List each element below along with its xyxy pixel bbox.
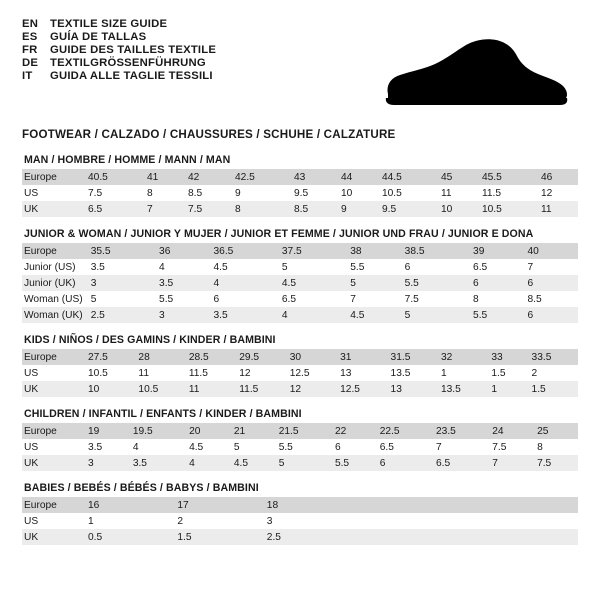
size-cell: 3.5: [210, 307, 278, 323]
size-cell: 1: [487, 381, 527, 397]
section-title: KIDS / NIÑOS / DES GAMINS / KINDER / BAMBINI: [24, 334, 276, 346]
row-label: Europe: [22, 169, 84, 185]
size-cell: 12.5: [336, 381, 386, 397]
size-section: [22, 471, 578, 545]
size-cell: 7: [143, 201, 184, 217]
section-title: CHILDREN / INFANTIL / ENFANTS / KINDER / BAMBINI: [24, 408, 302, 420]
size-cell: [417, 529, 449, 545]
table-row: [22, 349, 578, 365]
category-line: FOOTWEAR / CALZADO / CHAUSSURES / SCHUHE / CALZATURE: [22, 128, 396, 141]
size-cell: 44: [337, 169, 378, 185]
section-title: MAN / HOMBRE / HOMME / MANN / MAN: [24, 154, 231, 166]
size-cell: 6: [469, 275, 523, 291]
size-cell: 6.5: [84, 201, 143, 217]
row-label: US: [24, 515, 39, 527]
size-cell: 46: [537, 169, 578, 185]
size-table: [22, 349, 578, 397]
size-cell: 43: [290, 169, 337, 185]
table-row: [22, 423, 578, 439]
row-label: Europe: [22, 243, 87, 259]
size-cell: 5: [281, 261, 288, 273]
size-cell: 11.5: [235, 381, 285, 397]
size-cell: 3.5: [155, 275, 209, 291]
size-cell: 5.5: [350, 261, 365, 273]
size-cell: 6: [404, 261, 411, 273]
row-label: Europe: [22, 349, 84, 365]
size-cell: 4.5: [278, 275, 346, 291]
language-code: IT: [22, 70, 33, 82]
size-cell: 41: [143, 169, 184, 185]
size-cell: 3.5: [129, 455, 185, 471]
size-cell: 30: [286, 349, 336, 365]
size-cell: 9: [337, 201, 378, 217]
size-cell: 8: [537, 441, 543, 453]
size-cell: 16: [84, 497, 173, 513]
size-cell: 23.5: [432, 423, 488, 439]
size-cell: 6: [334, 441, 341, 453]
size-cell: 39: [469, 243, 523, 259]
size-cell: 7: [436, 441, 442, 453]
size-cell: [546, 497, 578, 513]
size-section: [22, 217, 578, 323]
size-cell: [481, 497, 513, 513]
size-cell: 8.5: [527, 293, 542, 305]
size-cell: 3.5: [88, 441, 103, 453]
language-code: FR: [22, 44, 38, 56]
size-cell: 11: [138, 367, 149, 379]
section-spacer: [22, 217, 578, 228]
section-spacer: [22, 141, 578, 154]
size-cell: 7: [527, 261, 534, 273]
size-cell: [352, 513, 384, 529]
row-label: UK: [22, 201, 84, 217]
size-cell: 5: [233, 441, 240, 453]
language-title: TEXTILGRÖSSENFÜHRUNG: [50, 57, 206, 69]
size-cell: 8.5: [187, 187, 203, 199]
size-cell: 7.5: [492, 441, 507, 453]
size-cell: 5: [346, 275, 400, 291]
size-cell: 4.5: [189, 441, 204, 453]
size-cell: 45.5: [478, 169, 537, 185]
size-cell: 5.5: [278, 441, 293, 453]
size-cell: 19.5: [129, 423, 185, 439]
size-cell: 6.5: [432, 455, 488, 471]
size-cell: 10.5: [134, 381, 184, 397]
size-cell: [513, 529, 545, 545]
section-spacer: [22, 471, 578, 482]
size-cell: [417, 497, 449, 513]
size-cell: 5: [401, 307, 469, 323]
table-row: [22, 497, 578, 513]
row-label: US: [24, 441, 39, 453]
size-cell: 31: [336, 349, 386, 365]
size-cell: [417, 513, 449, 529]
size-cell: 10: [84, 381, 134, 397]
size-section: [22, 397, 578, 471]
size-cell: 3: [84, 455, 129, 471]
size-cell: [449, 497, 481, 513]
size-cell: [546, 529, 578, 545]
size-cell: 7.5: [88, 187, 103, 199]
size-cell: 12: [239, 367, 251, 379]
size-cell: 18: [263, 497, 352, 513]
size-cell: 1: [440, 367, 447, 379]
size-cell: 28.5: [185, 349, 235, 365]
size-cell: 21.5: [275, 423, 331, 439]
table-row: [22, 513, 578, 529]
size-cell: 11: [440, 187, 452, 199]
size-cell: 13: [340, 367, 352, 379]
size-cell: 13.5: [437, 381, 487, 397]
language-code: EN: [22, 18, 39, 30]
size-cell: 42.5: [231, 169, 290, 185]
size-cell: 3: [266, 515, 273, 527]
size-cell: [481, 513, 513, 529]
size-cell: 20: [185, 423, 230, 439]
size-cell: 11.5: [481, 187, 502, 199]
size-cell: 7: [488, 455, 533, 471]
language-code: DE: [22, 57, 39, 69]
size-cell: 6: [213, 293, 220, 305]
page-header: [22, 18, 578, 114]
table-row: [22, 259, 578, 275]
size-cell: 2.5: [87, 307, 155, 323]
size-cell: 45: [437, 169, 478, 185]
size-cell: 3: [87, 275, 155, 291]
size-cell: 28: [134, 349, 184, 365]
section-spacer: [22, 397, 578, 408]
size-cell: 5.5: [469, 307, 523, 323]
size-cell: 11.5: [188, 367, 208, 379]
size-cell: 4: [185, 455, 230, 471]
table-row: [22, 365, 578, 381]
size-cell: 10: [340, 187, 353, 199]
size-cell: 44.5: [378, 169, 437, 185]
size-cell: 11: [185, 381, 235, 397]
size-cell: 13: [387, 381, 437, 397]
size-cell: 19: [84, 423, 129, 439]
size-cell: 12: [286, 381, 336, 397]
size-cell: 6: [523, 275, 578, 291]
size-cell: 5.5: [159, 293, 174, 305]
size-cell: 36.5: [210, 243, 278, 259]
size-cell: 6.5: [281, 293, 297, 305]
size-cell: 33.5: [528, 349, 578, 365]
size-cell: 40.5: [84, 169, 143, 185]
table-row: [22, 169, 578, 185]
size-cell: 9.5: [378, 201, 437, 217]
size-cell: 4.5: [230, 455, 275, 471]
language-title: TEXTILE SIZE GUIDE: [50, 18, 168, 30]
size-cell: 5: [275, 455, 331, 471]
size-cell: 5.5: [331, 455, 376, 471]
row-label: US: [24, 187, 39, 199]
size-table: [22, 243, 578, 323]
dress-shoe-icon: [380, 34, 570, 114]
size-cell: 2: [531, 367, 538, 379]
size-cell: 7.5: [533, 455, 578, 471]
size-section: [22, 141, 578, 217]
size-cell: 33: [487, 349, 527, 365]
table-row: [22, 185, 578, 201]
row-label: Junior (UK): [22, 275, 87, 291]
size-section: [22, 323, 578, 397]
size-cell: [449, 513, 481, 529]
size-cell: 37.5: [278, 243, 346, 259]
size-cell: 27.5: [84, 349, 134, 365]
row-label: UK: [22, 455, 84, 471]
size-cell: 1: [88, 515, 94, 527]
size-cell: 4: [278, 307, 346, 323]
size-cell: 7.5: [404, 293, 419, 305]
size-cell: 6: [523, 307, 578, 323]
size-cell: 7.5: [184, 201, 231, 217]
size-cell: 6.5: [379, 441, 394, 453]
size-cell: 21: [230, 423, 275, 439]
size-cell: 2.5: [263, 529, 352, 545]
table-row: [22, 243, 578, 259]
row-label: Woman (UK): [22, 307, 87, 323]
size-cell: 35.5: [87, 243, 155, 259]
section-title: BABIES / BEBÉS / BÉBÉS / BABYS / BAMBINI: [24, 482, 259, 494]
size-cell: 11: [537, 201, 578, 217]
language-title: GUÍA DE TALLAS: [50, 31, 147, 43]
size-cell: [384, 497, 416, 513]
size-cell: 5.5: [401, 275, 469, 291]
size-cell: 40: [523, 243, 578, 259]
size-cell: 1.5: [491, 367, 506, 379]
size-cell: 4.5: [346, 307, 400, 323]
size-cell: 12.5: [289, 367, 310, 379]
size-cell: 6: [376, 455, 432, 471]
size-tables: [22, 141, 578, 545]
row-label: Europe: [22, 423, 84, 439]
size-cell: 1.5: [528, 381, 578, 397]
size-cell: 4: [132, 441, 139, 453]
size-cell: 2: [177, 515, 184, 527]
size-cell: 8.5: [290, 201, 337, 217]
size-cell: 29.5: [235, 349, 285, 365]
section-spacer: [22, 323, 578, 334]
size-table: [22, 169, 578, 217]
size-cell: 8: [146, 187, 153, 199]
size-cell: 22: [331, 423, 376, 439]
table-row: [22, 439, 578, 455]
language-title-list: [22, 18, 216, 82]
row-label: UK: [22, 381, 84, 397]
size-cell: 0.5: [84, 529, 173, 545]
size-cell: 9: [234, 187, 241, 199]
size-cell: 32: [437, 349, 487, 365]
size-cell: 10.5: [88, 367, 108, 379]
size-cell: [546, 513, 578, 529]
size-cell: [384, 513, 416, 529]
size-cell: 10: [437, 201, 478, 217]
size-cell: 3: [155, 307, 209, 323]
table-row: [22, 529, 578, 545]
size-cell: 24: [488, 423, 533, 439]
size-cell: 9.5: [293, 187, 309, 199]
size-cell: 4: [210, 275, 278, 291]
row-label: US: [24, 367, 39, 379]
table-row: [22, 307, 578, 323]
size-cell: 10.5: [478, 201, 537, 217]
language-title: GUIDE DES TAILLES TEXTILE: [50, 44, 217, 56]
row-label: Junior (US): [24, 261, 76, 273]
size-cell: [513, 497, 545, 513]
size-cell: 6.5: [473, 261, 488, 273]
size-cell: [481, 529, 513, 545]
row-label: Woman (US): [24, 293, 83, 305]
size-cell: 13.5: [390, 367, 411, 379]
size-cell: 3.5: [90, 261, 105, 273]
table-row: [22, 275, 578, 291]
size-table: [22, 497, 578, 545]
section-title: JUNIOR & WOMAN / JUNIOR Y MUJER / JUNIOR ET FEMME / JUNIOR UND FRAU / JUNIOR E DONA: [24, 228, 534, 240]
language-title: GUIDA ALLE TAGLIE TESSILI: [50, 70, 213, 82]
size-cell: 12: [540, 187, 553, 199]
size-cell: 42: [184, 169, 231, 185]
size-cell: 22.5: [376, 423, 432, 439]
size-cell: [384, 529, 416, 545]
size-cell: 5: [90, 293, 97, 305]
size-cell: 8: [473, 293, 479, 305]
table-row: [22, 201, 578, 217]
size-cell: 8: [231, 201, 290, 217]
size-cell: [352, 529, 384, 545]
size-cell: [352, 497, 384, 513]
size-cell: 38.5: [401, 243, 469, 259]
language-code: ES: [22, 31, 38, 43]
size-cell: [449, 529, 481, 545]
row-label: Europe: [22, 497, 84, 513]
size-cell: 17: [173, 497, 262, 513]
size-cell: 10.5: [381, 187, 402, 199]
table-row: [22, 381, 578, 397]
size-cell: 25: [533, 423, 578, 439]
size-cell: 31.5: [387, 349, 437, 365]
table-row: [22, 291, 578, 307]
row-label: UK: [22, 529, 84, 545]
size-cell: 7: [350, 293, 356, 305]
size-cell: 38: [346, 243, 400, 259]
size-cell: 1.5: [173, 529, 262, 545]
size-cell: 36: [155, 243, 209, 259]
size-cell: 4.5: [213, 261, 228, 273]
size-cell: [513, 513, 545, 529]
size-cell: 4: [159, 261, 165, 273]
table-row: [22, 455, 578, 471]
size-table: [22, 423, 578, 471]
